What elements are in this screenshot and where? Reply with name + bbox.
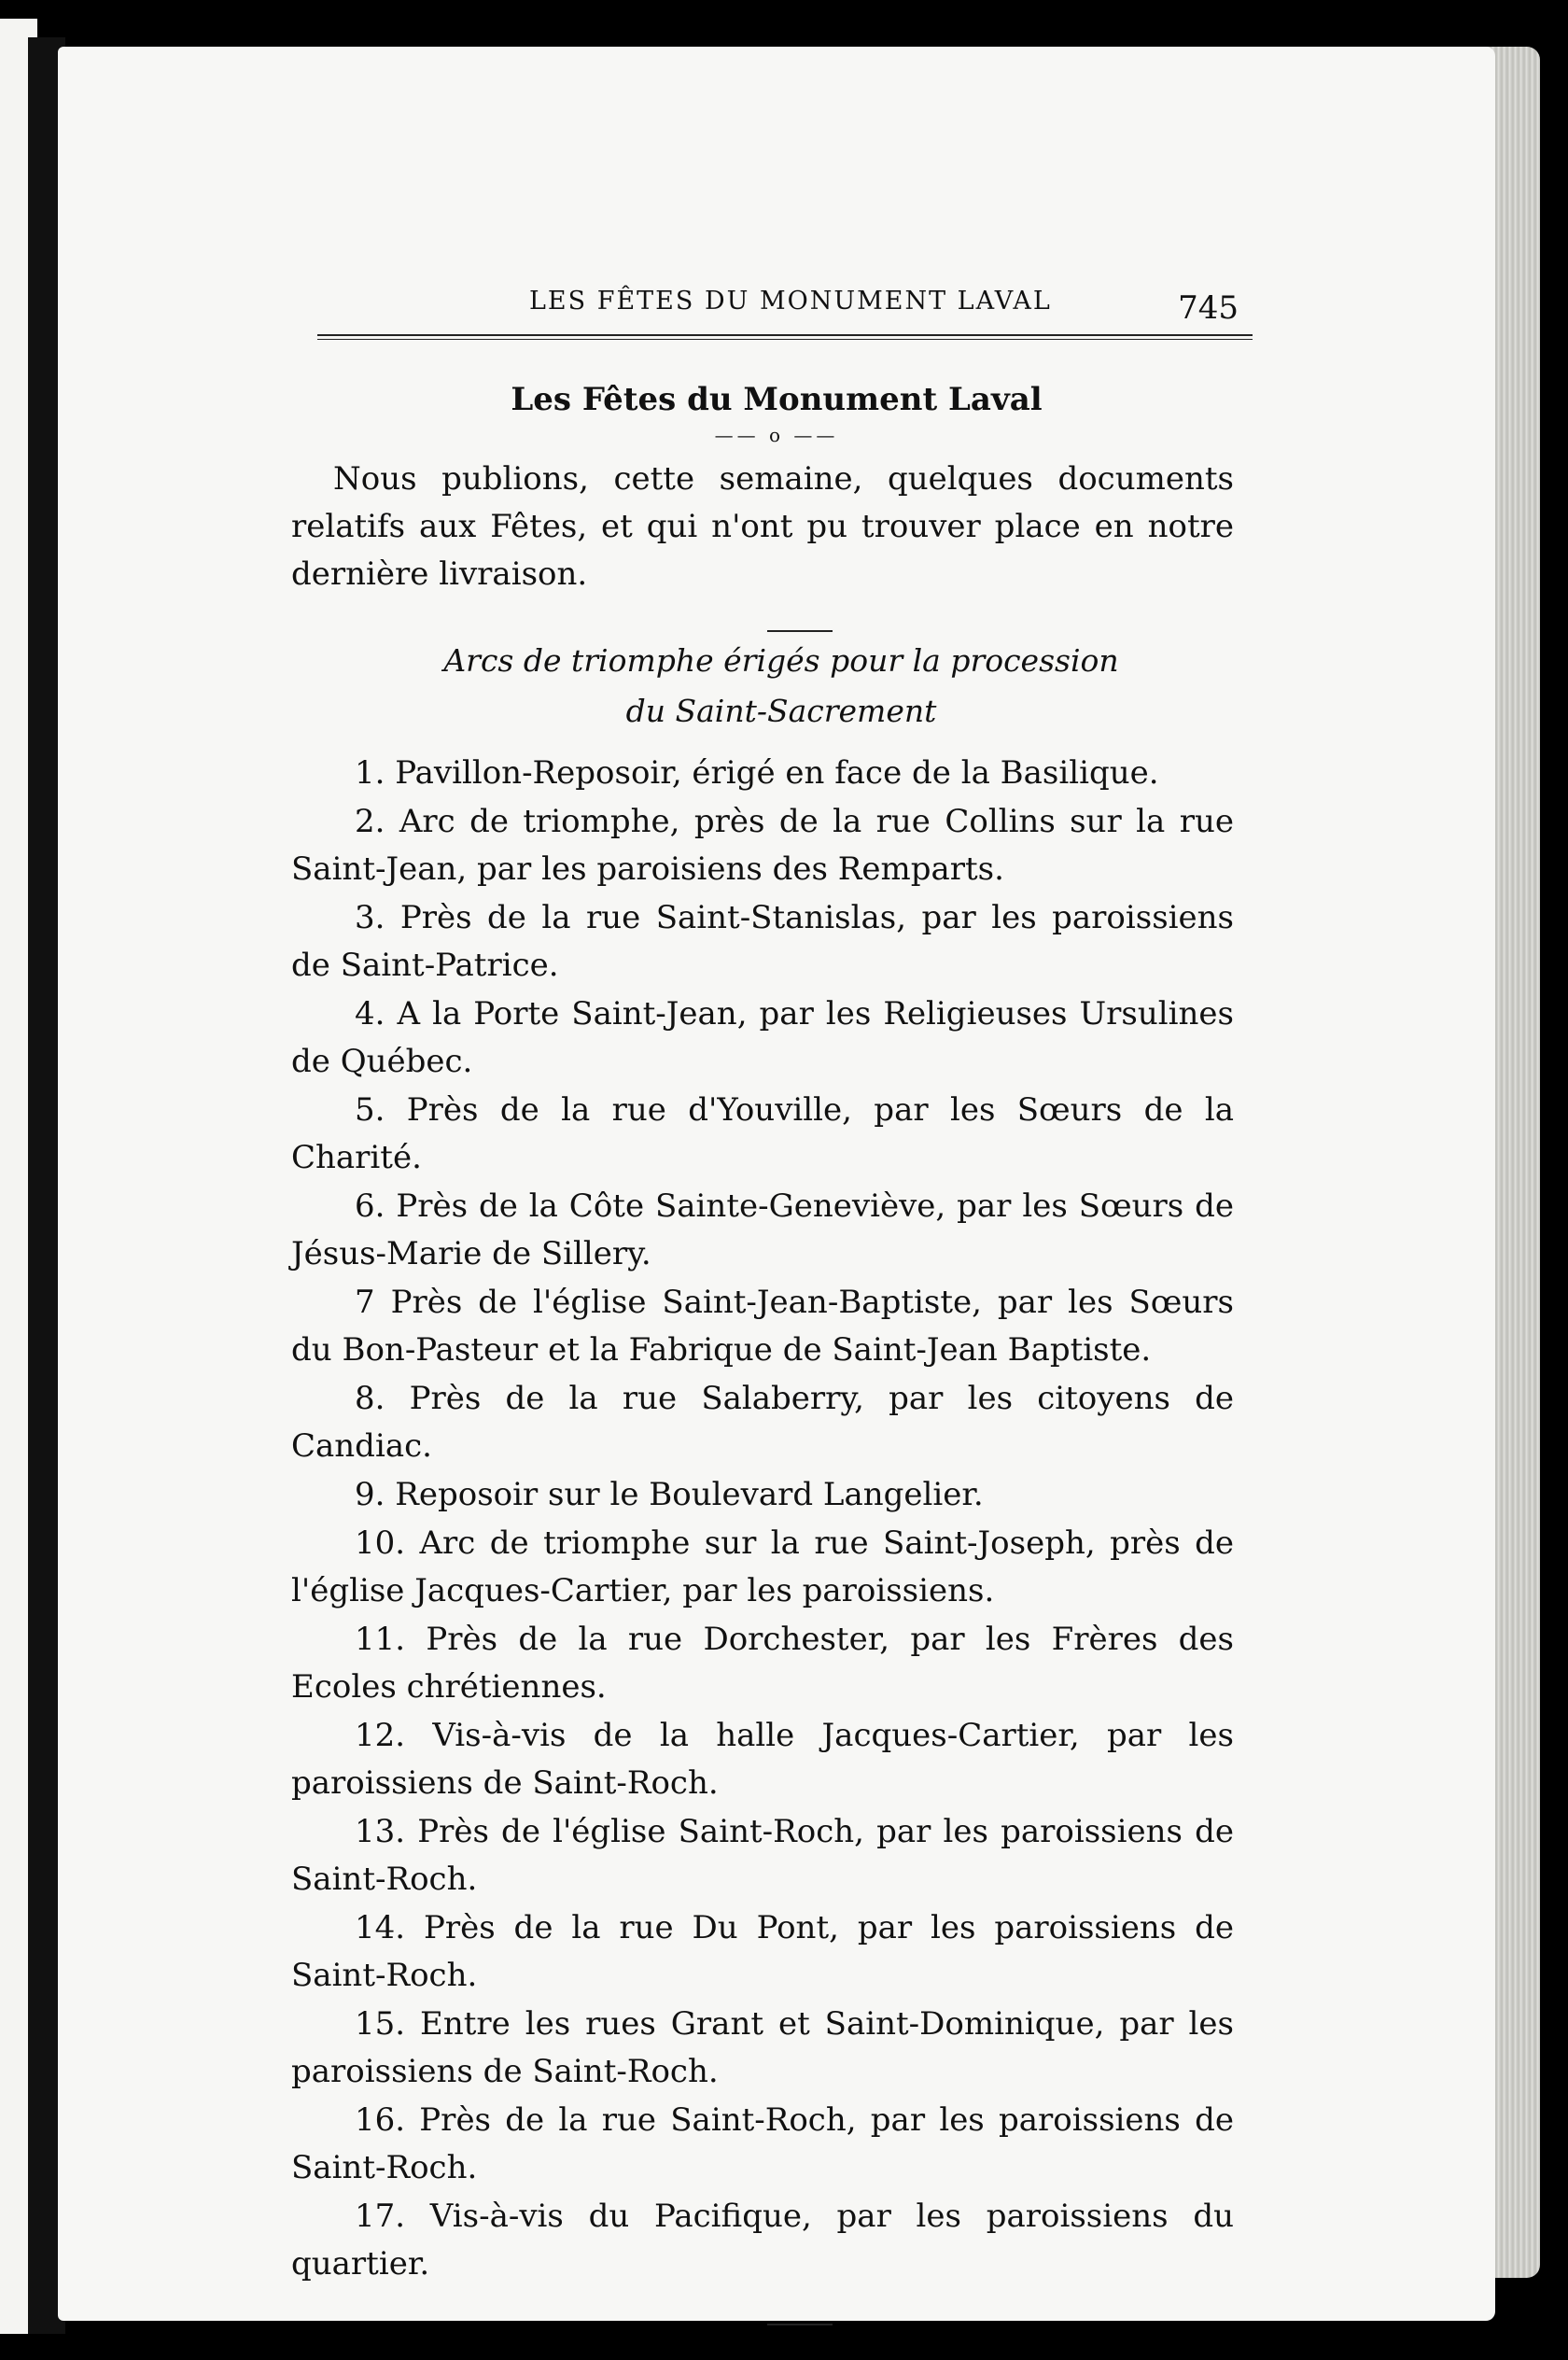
list-item: 9. Reposoir sur le Boulevard Langelier. <box>355 1476 984 1513</box>
list-item: 16. Près de la rue Saint-Roch, par les paroissiens de Saint-Roch. <box>291 2101 1234 2186</box>
header-rule-thin <box>317 339 1253 340</box>
section-subheading <box>291 636 1234 737</box>
list-item: 11. Près de la rue Dorchester, par les Frères des Ecoles chrétiennes. <box>291 1621 1234 1706</box>
intro-paragraph: Nous publions, cette semaine, quelques documents relatifs aux Fêtes, et qui n'ont pu trouver place en notre dernière livraison. <box>291 460 1234 593</box>
list-item: 6. Près de la Côte Sainte-Geneviève, par les Sœurs de Jésus-Marie de Sillery. <box>291 1187 1234 1272</box>
subheading-line-2: du Saint-Sacrement <box>625 693 937 729</box>
page-content <box>291 263 1239 2325</box>
running-head-title: LES FÊTES DU MONUMENT LAVAL <box>529 287 1052 316</box>
list-item: 7 Près de l'église Saint-Jean-Baptiste, par les Sœurs du Bon-Pasteur et la Fabrique de Saint-Jean Baptiste. <box>291 1284 1234 1369</box>
list-item: 13. Près de l'église Saint-Roch, par les paroissiens de Saint-Roch. <box>291 1813 1234 1898</box>
list-item: 1. Pavillon-Reposoir, érigé en face de la Basilique. <box>355 754 1159 792</box>
section-divider <box>767 630 833 632</box>
list-item: 12. Vis-à-vis de la halle Jacques-Cartier, par les paroissiens de Saint-Roch. <box>291 1717 1234 1802</box>
list-item: 14. Près de la rue Du Pont, par les paroissiens de Saint-Roch. <box>291 1909 1234 1994</box>
book-page <box>58 47 1495 2321</box>
list-item: 15. Entre les rues Grant et Saint-Dominique, par les paroissiens de Saint-Roch. <box>291 2005 1234 2090</box>
list-item: 5. Près de la rue d'Youville, par les Sœurs de la Charité. <box>291 1091 1234 1176</box>
list-item: 4. A la Porte Saint-Jean, par les Religieuses Ursulines de Québec. <box>291 995 1234 1080</box>
list-item: 8. Près de la rue Salaberry, par les citoyens de Candiac. <box>291 1380 1234 1465</box>
subheading-line-1: Arcs de triomphe érigés pour la procession <box>443 642 1119 679</box>
title-ornament: —— o —— <box>714 424 839 446</box>
list-item: 10. Arc de triomphe sur la rue Saint-Joseph, près de l'église Jacques-Cartier, par les paroissiens. <box>291 1524 1234 1609</box>
article-title: Les Fêtes du Monument Laval <box>511 381 1043 418</box>
list-item: 2. Arc de triomphe, près de la rue Collins sur la rue Saint-Jean, par les paroisiens des Remparts. <box>291 803 1234 888</box>
list-item: 17. Vis-à-vis du Pacifique, par les paroissiens du quartier. <box>291 2198 1234 2283</box>
list-item: 3. Près de la rue Saint-Stanislas, par les paroissiens de Saint-Patrice. <box>291 899 1234 984</box>
page-number: 745 <box>1178 289 1239 327</box>
end-divider <box>767 2324 833 2325</box>
header-rule <box>317 334 1253 336</box>
running-head <box>291 263 1239 329</box>
arches-list <box>291 750 1234 2288</box>
